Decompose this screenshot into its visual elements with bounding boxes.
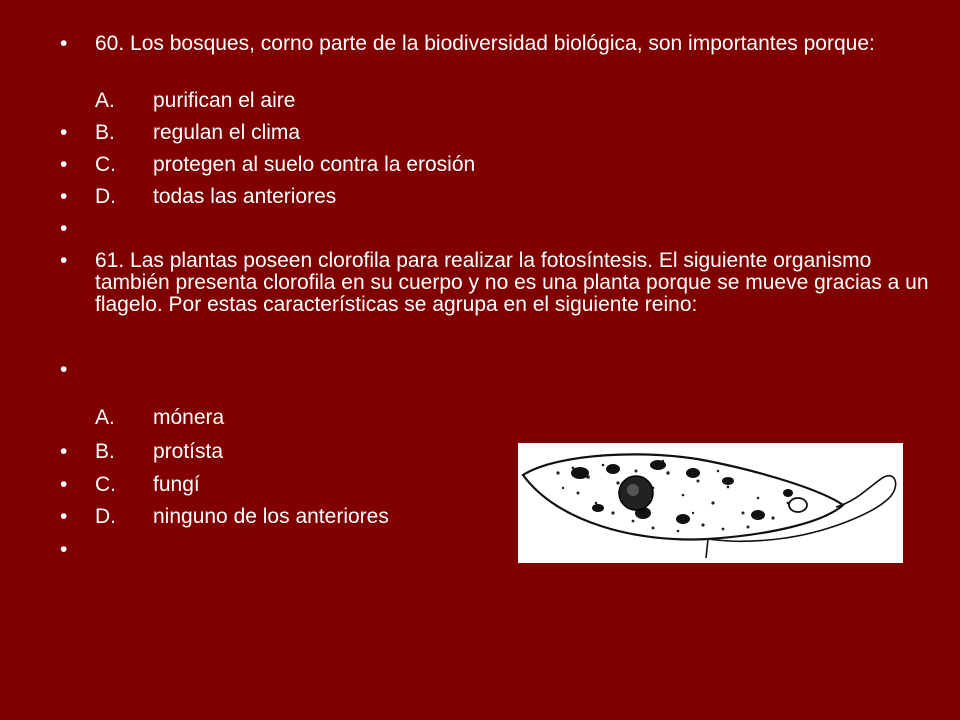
bullet: • xyxy=(60,185,68,208)
bullet: • xyxy=(60,473,68,496)
option-text: regulan el clima xyxy=(153,121,301,144)
option-letter: B. xyxy=(95,121,115,144)
bullet: • xyxy=(60,538,68,561)
bullet: • xyxy=(60,249,68,272)
option-text: ninguno de los anteriores xyxy=(153,505,389,528)
euglena-illustration-icon xyxy=(518,443,903,563)
option-text: protegen al suelo contra la erosión xyxy=(153,153,476,176)
option-letter: A. xyxy=(95,406,115,429)
option-letter: C. xyxy=(95,473,116,496)
option-letter: D. xyxy=(95,185,116,208)
question-61-stem: 61. Las plantas poseen clorofila para realizar la fotosíntesis. El siguiente organismo también presenta clorofila en su cuerpo y no es una planta porque se mueve gracias a un flagelo. Por estas características se agrupa en el siguiente reino: xyxy=(95,249,929,316)
option-text: todas las anteriores xyxy=(153,185,337,208)
bullet: • xyxy=(60,505,68,528)
option-letter: A. xyxy=(95,89,115,112)
bullet: • xyxy=(60,440,68,463)
option-letter: C. xyxy=(95,153,116,176)
bullet: • xyxy=(60,153,68,176)
option-letter: B. xyxy=(95,440,115,463)
option-text: protísta xyxy=(153,440,224,463)
bullet: • xyxy=(60,217,68,240)
bullet: • xyxy=(60,121,68,144)
option-letter: D. xyxy=(95,505,116,528)
option-text: mónera xyxy=(153,406,225,429)
bullet: • xyxy=(60,358,68,381)
question-60-stem: 60. Los bosques, corno parte de la biodiversidad biológica, son importantes porque: xyxy=(95,32,875,55)
option-text: purifican el aire xyxy=(153,89,296,112)
option-text: fungí xyxy=(153,473,200,496)
bullet: • xyxy=(60,32,68,55)
